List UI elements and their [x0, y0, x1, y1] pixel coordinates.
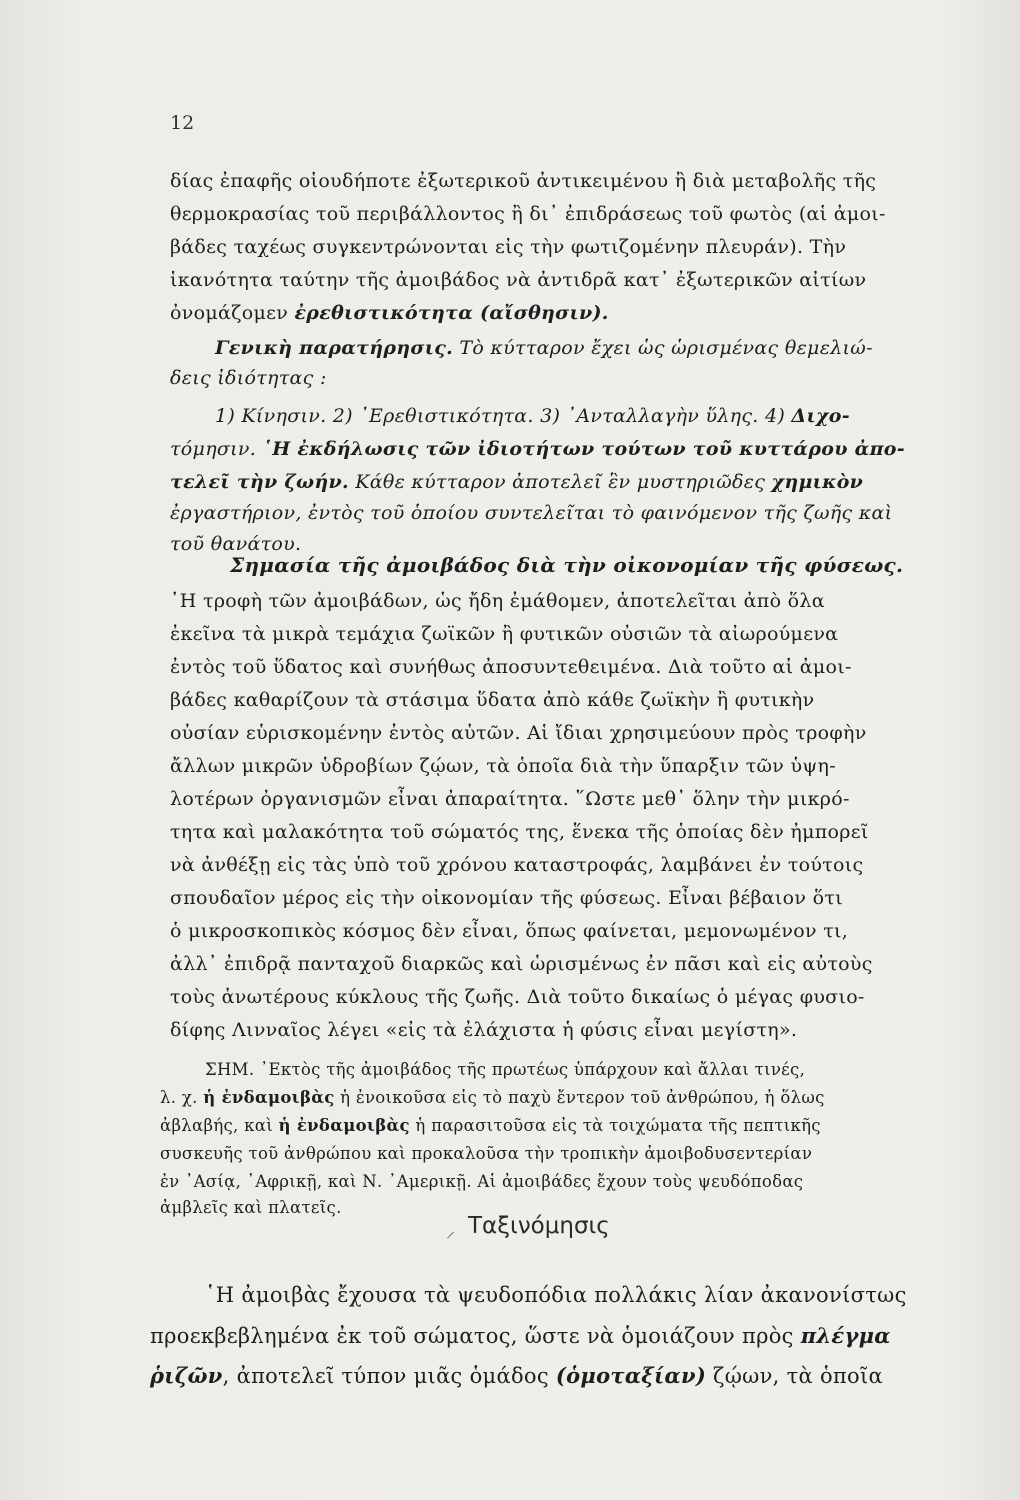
text-line: βάδες ταχέως συγκεντρώνονται εἰς τὴν φωτιζομένην πλευράν). Τὴν [170, 236, 847, 258]
text-line [170, 302, 609, 324]
text-line [150, 1363, 883, 1388]
term-network: πλέγμα [800, 1323, 891, 1348]
text-span: ἡ ἐνδαμοιβὰς [278, 1116, 410, 1135]
text-line: βάδες καθαρίζουν τὰ στάσιμα ὕδατα ἀπὸ κάθε ζωϊκὴν ἢ φυτικὴν [170, 689, 815, 711]
note-line [160, 1116, 821, 1135]
text-line [215, 405, 850, 427]
text-line: ἱκανότητα ταύτην τῆς ἀμοιβάδος νὰ ἀντιδρᾶ κατ᾿ ἐξωτερικῶν αἰτίων [170, 269, 867, 291]
term-irritability: ἐρεθιστικότητα (αἴσθησιν). [294, 302, 609, 324]
text-span: 1) Κίνησιν. 2) ᾿Ερεθιστικότητα. 3) ᾿Ανταλλαγὴν ὕλης. 4) [215, 405, 792, 427]
text-line: δίας ἐπαφῆς οἱουδήποτε ἐξωτερικοῦ ἀντικειμένου ἢ διὰ μεταβολῆς τῆς [170, 170, 877, 192]
text-span: χημικὸν [771, 471, 864, 493]
text-line: οὐσίαν εὑρισκομένην ἐντὸς αὐτῶν. Αἱ ἴδιαι χρησιμεύουν πρὸς τροφὴν [170, 722, 867, 744]
classification-heading: Ταξινόμησις [468, 1213, 610, 1239]
text-line: ἀλλ᾿ ἐπιδρᾷ πανταχοῦ διαρκῶς καὶ ὡρισμένως ἐν πᾶσι καὶ εἰς αὐτοὺς [170, 953, 873, 975]
text-line: ὁ μικροσκοπικὸς κόσμος δὲν εἶναι, ὅπως φαίνεται, μεμονωμένον τι, [170, 920, 849, 942]
text-line: δίφης Λινναῖος λέγει «εἰς τὰ ἐλάχιστα ἡ φύσις εἶναι μεγίστη». [170, 1019, 798, 1041]
text-span: ὀνομάζομεν [170, 302, 295, 324]
text-line: ἐκεῖνα τὰ μικρὰ τεμάχια ζωϊκῶν ἢ φυτικῶν οὐσιῶν τὰ αἰωρούμενα [170, 623, 839, 645]
text-line: θερμοκρασίας τοῦ περιβάλλοντος ἢ δι᾿ ἐπιδράσεως τοῦ φωτὸς (αἱ ἀμοι- [170, 203, 886, 225]
note-line [160, 1088, 825, 1107]
text-line: ἄλλων μικρῶν ὑδροβίων ζῴων, τὰ ὁποῖα διὰ τὴν ὕπαρξιν τῶν ὑψη- [170, 755, 836, 777]
text-span: ἡ ἐνοικοῦσα εἰς τὸ παχὺ ἔντερον τοῦ ἀνθρώπου, ἡ ὅλως [334, 1088, 825, 1107]
pencil-mark-icon: ⸝ [446, 1221, 455, 1242]
text-line [170, 471, 863, 493]
text-span: Τὸ κύτταρον ἔχει ὡς ὡρισμένας θεμελιώ- [453, 337, 873, 359]
term-class: (ὁμοταξίαν) [555, 1363, 707, 1388]
page-number: 12 [170, 112, 195, 134]
text-line: τοὺς ἀνωτέρους κύκλους τῆς ζωῆς. Διὰ τοῦτο δικαίως ὁ μέγας φυσιο- [170, 986, 865, 1008]
section-heading: Σημασία τῆς ἀμοιβάδος διὰ τὴν οἰκονομίαν τῆς φύσεως. [230, 553, 904, 577]
text-span: ῾Η ἐκδήλωσις τῶν ἰδιοτήτων τούτων τοῦ κυττάρου ἀπο- [262, 438, 905, 460]
note-line: ἀμβλεῖς καὶ πλατεῖς. [160, 1198, 342, 1217]
text-line: ῾Η ἀμοιβὰς ἔχουσα τὰ ψευδοπόδια πολλάκις λίαν ἀκανονίστως [205, 1283, 907, 1307]
text-span: τελεῖ τὴν ζωήν. [170, 471, 349, 493]
text-line: τητα καὶ μαλακότητα τοῦ σώματός της, ἕνεκα τῆς ὁποίας δὲν ἠμπορεῖ [170, 821, 869, 843]
text-line: ῾Η τροφὴ τῶν ἀμοιβάδων, ὡς ἤδη ἐμάθομεν, ἀποτελεῖται ἀπὸ ὅλα [170, 590, 825, 612]
text-line: σπουδαῖον μέρος εἰς τὴν οἰκονομίαν τῆς φύσεως. Εἶναι βέβαιον ὅτι [170, 887, 843, 909]
text-line: δεις ἰδιότητας : [170, 367, 327, 389]
text-line: τοῦ θανάτου. [170, 533, 302, 555]
text-span: Κάθε κύτταρον ἀποτελεῖ ἓν μυστηριῶδες [348, 471, 772, 493]
text-line: νὰ ἀνθέξῃ εἰς τὰς ὑπὸ τοῦ χρόνου καταστροφάς, λαμβάνει ἐν τούτοις [170, 854, 864, 876]
text-line: λοτέρων ὀργανισμῶν εἶναι ἀπαραίτητα. ῞Ωστε μεθ᾿ ὅλην τὴν μικρό- [170, 788, 850, 810]
text-span: τόμησιν. [170, 438, 263, 460]
text-line: ἐντὸς τοῦ ὕδατος καὶ συνήθως ἀποσυντεθειμένα. Διὰ τοῦτο αἱ ἀμοι- [170, 656, 852, 678]
text-span: , ἀποτελεῖ τύπον μιᾶς ὁμάδος [222, 1364, 556, 1388]
text-span: προεκβεβλημένα ἐκ τοῦ σώματος, ὥστε νὰ ὁμοιάζουν πρὸς [150, 1324, 801, 1348]
text-line [170, 438, 905, 460]
text-span: ἡ ἐνδαμοιβὰς [203, 1088, 335, 1107]
text-span: ζῴων, τὰ ὁποῖα [706, 1364, 883, 1388]
text-span: ἡ παρασιτοῦσα εἰς τὰ τοιχώματα τῆς πεπτικῆς [409, 1116, 821, 1135]
text-span: λ. χ. [160, 1088, 204, 1107]
text-line: ἐργαστήριον, ἐντὸς τοῦ ὁποίου συντελεῖται τὸ φαινόμενον τῆς ζωῆς καὶ [170, 502, 893, 524]
term-roots: ῥιζῶν [150, 1363, 223, 1388]
note-line: συσκευῆς τοῦ ἀνθρώπου καὶ προκαλοῦσα τὴν τροπικὴν ἀμοιβοδυσεντερίαν [160, 1144, 813, 1163]
text-span: Διχο- [791, 405, 850, 427]
text-span: ἀβλαβής, καὶ [160, 1116, 279, 1135]
text-line [215, 337, 873, 359]
general-heading: Γενικὴ παρατήρησις. [215, 337, 454, 359]
text-line [150, 1323, 891, 1348]
note-line: ἐν ᾿Ασίᾳ, ᾿Αφρικῇ, καὶ Ν. ᾿Αμερικῇ. Αἱ ἀμοιβάδες ἔχουν τοὺς ψευδόποδας [160, 1172, 804, 1191]
note-line: ΣΗΜ. ᾿Εκτὸς τῆς ἀμοιβάδος τῆς πρωτέως ὑπάρχουν καὶ ἄλλαι τινές, [205, 1060, 806, 1079]
